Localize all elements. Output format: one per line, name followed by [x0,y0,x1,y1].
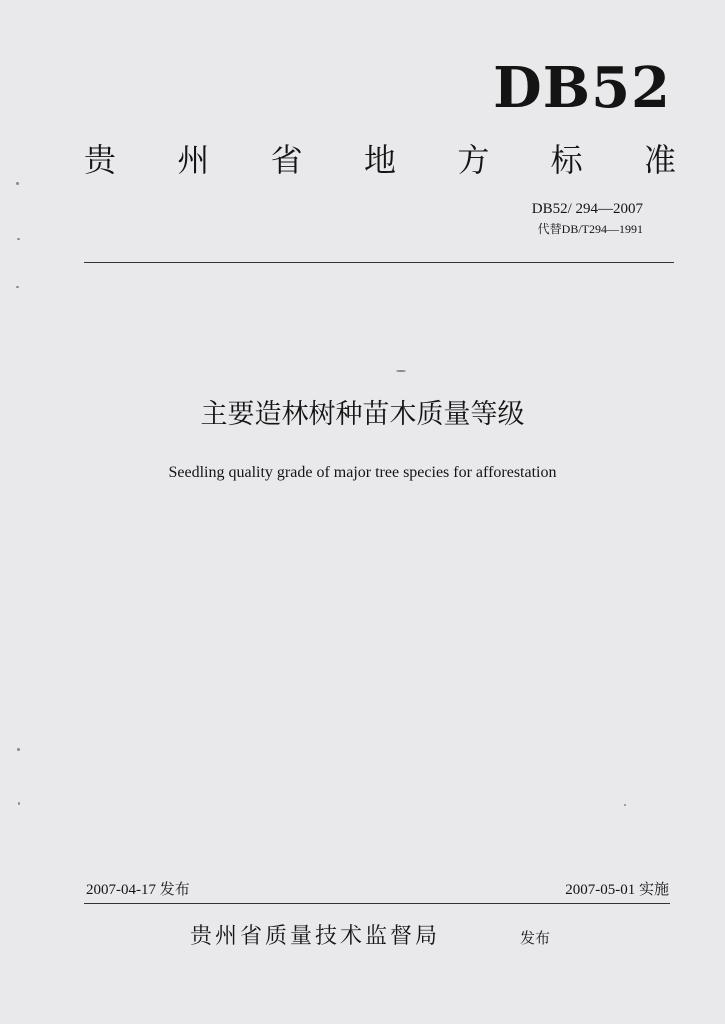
document-title-chinese: 主要造林树种苗木质量等级 [200,399,525,430]
implementation-date: 2007-05-01 实施 [565,882,669,898]
standard-type-char: 标 [550,141,583,179]
standard-number: DB52/ 294—2007 [531,201,643,217]
scan-speck [17,748,20,751]
standard-code-logo: DB52 [493,55,671,121]
issuing-authority-suffix: 发布 [520,929,551,947]
scan-speck [17,238,20,240]
scan-speck [16,286,19,288]
scan-speck [396,370,406,372]
replaces-standard: 代替DB/T294—1991 [537,222,643,236]
scan-speck [18,802,20,805]
scan-speck [16,182,19,185]
standard-type-char: 准 [643,141,676,179]
standard-type-char: 方 [457,141,490,179]
footer-divider [84,903,670,904]
document-title-english: Seedling quality grade of major tree species for afforestation [168,464,557,481]
standard-type-char: 贵 [84,141,117,179]
header-divider [84,262,674,263]
standard-type-char: 州 [177,141,210,179]
standard-type-char: 地 [363,141,396,179]
issue-date: 2007-04-17 发布 [86,882,190,898]
issuing-authority: 贵州省质量技术监督局 [190,924,441,949]
standard-type-char: 省 [270,141,303,179]
standard-type-heading [84,140,676,180]
scan-speck [624,804,626,806]
